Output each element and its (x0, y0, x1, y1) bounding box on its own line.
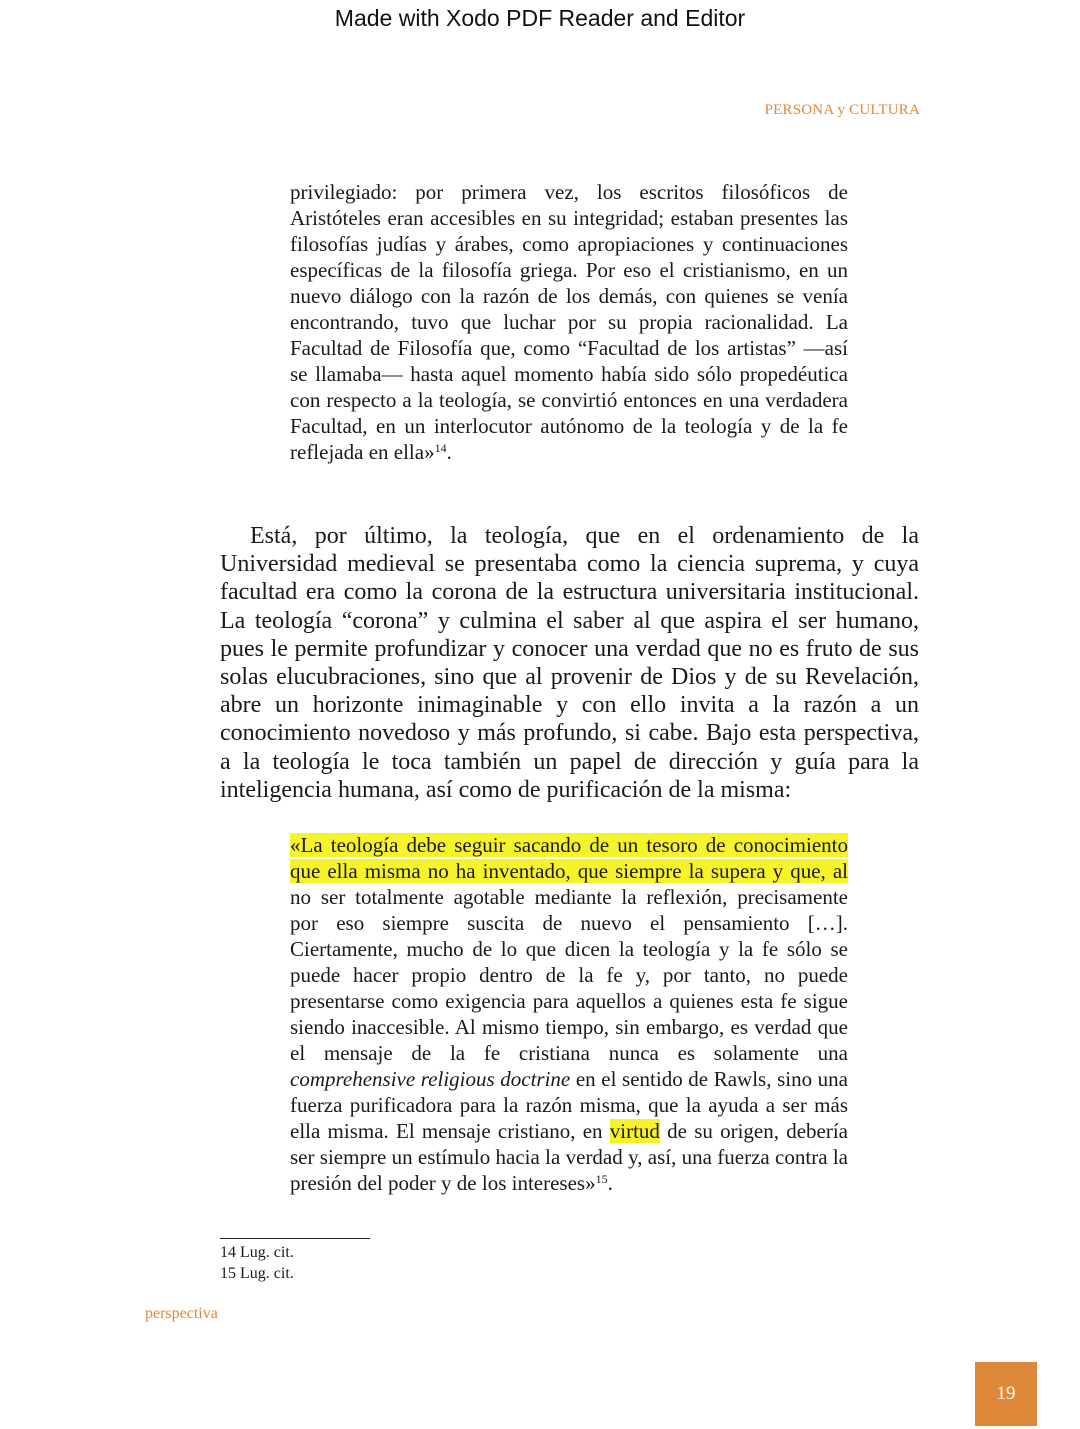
highlight-annotation-2[interactable]: virtud (609, 1119, 660, 1143)
page-number-box (975, 1362, 1037, 1426)
footnote-ref-14[interactable]: 14 (434, 441, 447, 455)
footnote-ref-15[interactable]: 15 (595, 1172, 608, 1186)
block-quote-1 (290, 179, 848, 465)
block-quote-2-italic: comprehensive religious doctrine (290, 1067, 571, 1091)
footnote-15: 15 Lug. cit. (220, 1265, 294, 1282)
footnote-divider (220, 1238, 370, 1239)
block-quote-2 (290, 832, 848, 1196)
page-number: 19 (996, 1383, 1016, 1404)
block-quote-2-text-b: en el sentido de Rawls, sino una fuerza purificadora para la razón misma, que la ayuda a ser más ella misma. El mensaje cristiano, en (290, 1067, 848, 1143)
footnotes (220, 1242, 294, 1284)
running-head: PERSONA y CULTURA (764, 102, 920, 118)
highlight-annotation-1[interactable]: «La teología debe seguir sacando de un tesoro de conocimiento que ella misma no ha inventado, que siempre la supera y que, al (290, 833, 848, 883)
block-quote-1-end: . (446, 440, 452, 464)
body-paragraph: Está, por último, la teología, que en el ordenamiento de la Universidad medieval se presentaba como la ciencia suprema, y cuya facultad era como la corona de la estructura universitaria institucional. La teología “corona” y culmina el saber al que aspira el ser humano, pues le permite profundizar y conocer una verdad que no es fruto de sus solas elucubraciones, sino que al provenir de Dios y de su Revelación, abre un horizonte inimaginable y con ello invita a la razón a un conocimiento novedoso y más profundo, si cabe. Bajo esta perspectiva, a la teología le toca también un papel de dirección y guía para la inteligencia humana, así como de purificación de la misma: (220, 523, 919, 803)
xodo-watermark: Made with Xodo PDF Reader and Editor (334, 5, 746, 31)
block-quote-2-text-a: no ser totalmente agotable mediante la reflexión, precisamente por eso siempre suscita de nuevo el pensamiento […]. Ciertamente, mucho de lo que dicen la teología y la fe sólo se puede hacer propio dentro de la fe y, por tanto, no puede presentarse como exigencia para aquellos a quienes esta fe sigue siendo inaccesible. Al mismo tiempo, sin embargo, es verdad que el mensaje de la fe cristiana nunca es solamente una (290, 885, 848, 1065)
block-quote-2-end: . (607, 1171, 613, 1195)
block-quote-2-text-c: de su origen, debería ser siempre un estímulo hacia la verdad y, así, una fuerza contra la presión del poder y de los intereses» (290, 1119, 848, 1195)
footnote-14: 14 Lug. cit. (220, 1244, 294, 1261)
block-quote-1-text: privilegiado: por primera vez, los escritos filosóficos de Aristóteles eran accesibles en su integridad; estaban presentes las filosofías judías y árabes, como apropiaciones y continuaciones específicas de la filosofía griega. Por eso el cristianismo, en un nuevo diálogo con la razón de los demás, con quienes se venía encontrando, tuvo que luchar por su propia racionalidad. La Facultad de Filosofía que, como “Facultad de los artistas” —así se llamaba— hasta aquel momento había sido sólo propedéutica con respecto a la teología, se convirtió entonces en una verdadera Facultad, en un interlocutor autónomo de la teología y de la fe reflejada en ella» (290, 180, 848, 464)
footer-journal-name: perspectiva (145, 1305, 218, 1322)
